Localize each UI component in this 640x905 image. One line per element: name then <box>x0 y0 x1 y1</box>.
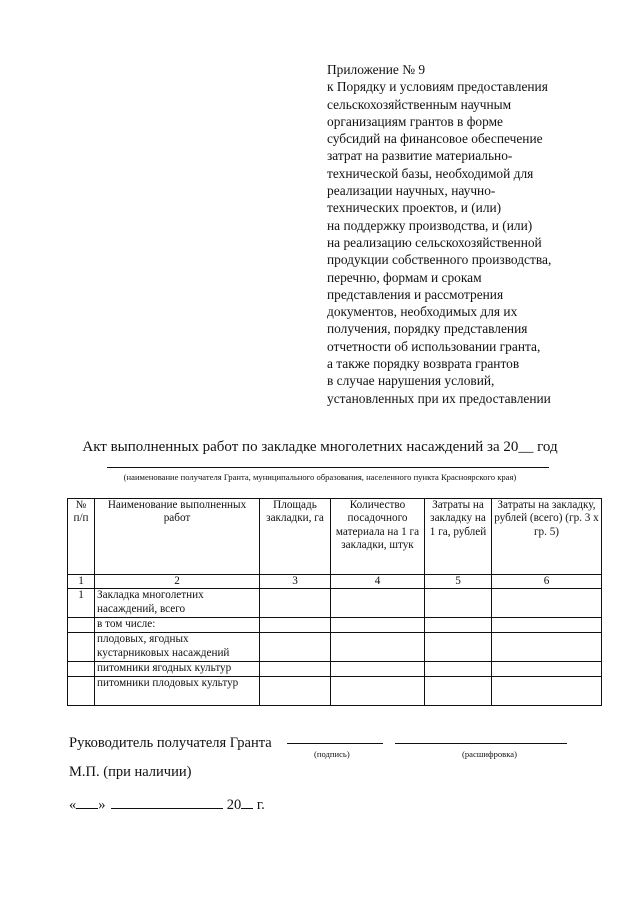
stamp-label: М.П. (при наличии) <box>69 764 192 780</box>
appendix-line: Приложение № 9 <box>327 62 426 77</box>
appendix-line: субсидий на финансовое обеспечение <box>327 131 543 147</box>
row-number <box>68 677 95 706</box>
cost-per-ha-cell[interactable] <box>425 618 492 633</box>
row-number <box>68 633 95 662</box>
header-work-name: Наименование выполненных работ <box>95 499 260 575</box>
quantity-cell[interactable] <box>331 618 425 633</box>
appendix-line: технической базы, необходимой для <box>327 165 534 181</box>
area-cell[interactable] <box>260 633 331 662</box>
name-decoding-field[interactable] <box>395 743 567 744</box>
column-number: 5 <box>425 575 492 589</box>
column-number: 2 <box>95 575 260 589</box>
decoding-caption: (расшифровка) <box>462 749 517 759</box>
works-table <box>67 498 602 706</box>
appendix-line: на поддержку производства, и (или) <box>327 217 533 233</box>
year-field[interactable] <box>241 808 253 809</box>
appendix-line: установленных при их предоставлении <box>327 390 551 406</box>
appendix-line: перечню, формам и срокам <box>327 269 482 285</box>
signature-field[interactable] <box>287 743 383 744</box>
signature-label: Руководитель получателя Гранта <box>69 735 272 751</box>
column-number: 3 <box>260 575 331 589</box>
appendix-line: затрат на развитие материально- <box>327 148 513 164</box>
table-row <box>68 662 602 677</box>
row-work-name: плодовых, ягодных кустарниковых насаждений <box>95 633 260 662</box>
column-number: 6 <box>492 575 602 589</box>
total-cost-cell[interactable] <box>492 589 602 618</box>
year-suffix: г. <box>256 797 265 813</box>
row-work-name: питомники ягодных культур <box>95 662 260 677</box>
appendix-line: технических проектов, и (или) <box>327 200 502 216</box>
quantity-cell[interactable] <box>331 677 425 706</box>
appendix-line: представления и рассмотрения <box>327 286 504 302</box>
row-work-name: в том числе: <box>95 618 260 633</box>
quantity-cell[interactable] <box>331 662 425 677</box>
table-row <box>68 618 602 633</box>
appendix-line: в случае нарушения условий, <box>327 373 495 389</box>
header-planting-quantity: Количество посадочного материала на 1 га закладки, штук <box>331 499 425 575</box>
appendix-line: отчетности об использовании гранта, <box>327 338 541 354</box>
header-number: № п/п <box>68 499 95 575</box>
appendix-line: документов, необходимых для их <box>327 304 518 320</box>
row-work-name: питомники плодовых культур <box>95 677 260 706</box>
date-close-quote: » <box>98 797 106 813</box>
recipient-caption: (наименование получателя Гранта, муниципального образования, населенного пункта Красноярского края) <box>123 472 517 482</box>
area-cell[interactable] <box>260 618 331 633</box>
row-work-name: Закладка многолетних насаждений, всего <box>95 589 260 618</box>
date-open-quote: « <box>69 797 77 813</box>
header-area: Площадь закладки, га <box>260 499 331 575</box>
table-row <box>68 633 602 662</box>
table-header-row <box>68 499 602 575</box>
column-number: 1 <box>68 575 95 589</box>
total-cost-cell[interactable] <box>492 662 602 677</box>
quantity-cell[interactable] <box>331 589 425 618</box>
total-cost-cell[interactable] <box>492 633 602 662</box>
table-row <box>68 677 602 706</box>
row-number: 1 <box>68 589 95 618</box>
appendix-line: на реализацию сельскохозяйственной <box>327 234 542 250</box>
month-field[interactable] <box>111 808 223 809</box>
area-cell[interactable] <box>260 677 331 706</box>
total-cost-cell[interactable] <box>492 618 602 633</box>
recipient-name-field[interactable] <box>107 467 549 468</box>
cost-per-ha-cell[interactable] <box>425 589 492 618</box>
appendix-line: а также порядку возврата грантов <box>327 356 520 372</box>
date-line <box>69 797 265 814</box>
row-number <box>68 618 95 633</box>
cost-per-ha-cell[interactable] <box>425 633 492 662</box>
appendix-line: к Порядку и условиям предоставления <box>327 79 548 95</box>
row-number <box>68 662 95 677</box>
quantity-cell[interactable] <box>331 633 425 662</box>
table-row <box>68 589 602 618</box>
cost-per-ha-cell[interactable] <box>425 677 492 706</box>
appendix-line: получения, порядку представления <box>327 321 528 337</box>
appendix-line: реализации научных, научно- <box>327 183 496 199</box>
act-title: Акт выполненных работ по закладке многолетних насаждений за 20__ год <box>82 439 558 455</box>
appendix-line: организациям грантов в форме <box>327 113 503 129</box>
column-number-row <box>68 575 602 589</box>
year-prefix: 20 <box>226 797 242 813</box>
area-cell[interactable] <box>260 662 331 677</box>
column-number: 4 <box>331 575 425 589</box>
appendix-line: продукции собственного производства, <box>327 252 552 268</box>
day-field[interactable] <box>76 808 98 809</box>
cost-per-ha-cell[interactable] <box>425 662 492 677</box>
header-total-cost: Затраты на закладку, рублей (всего) (гр. 3 x гр. 5) <box>492 499 602 575</box>
header-cost-per-ha: Затраты на закладку на 1 га, рублей <box>425 499 492 575</box>
appendix-line: сельскохозяйственным научным <box>327 96 512 112</box>
signature-caption: (подпись) <box>314 749 350 759</box>
area-cell[interactable] <box>260 589 331 618</box>
appendix-block <box>327 61 627 407</box>
total-cost-cell[interactable] <box>492 677 602 706</box>
